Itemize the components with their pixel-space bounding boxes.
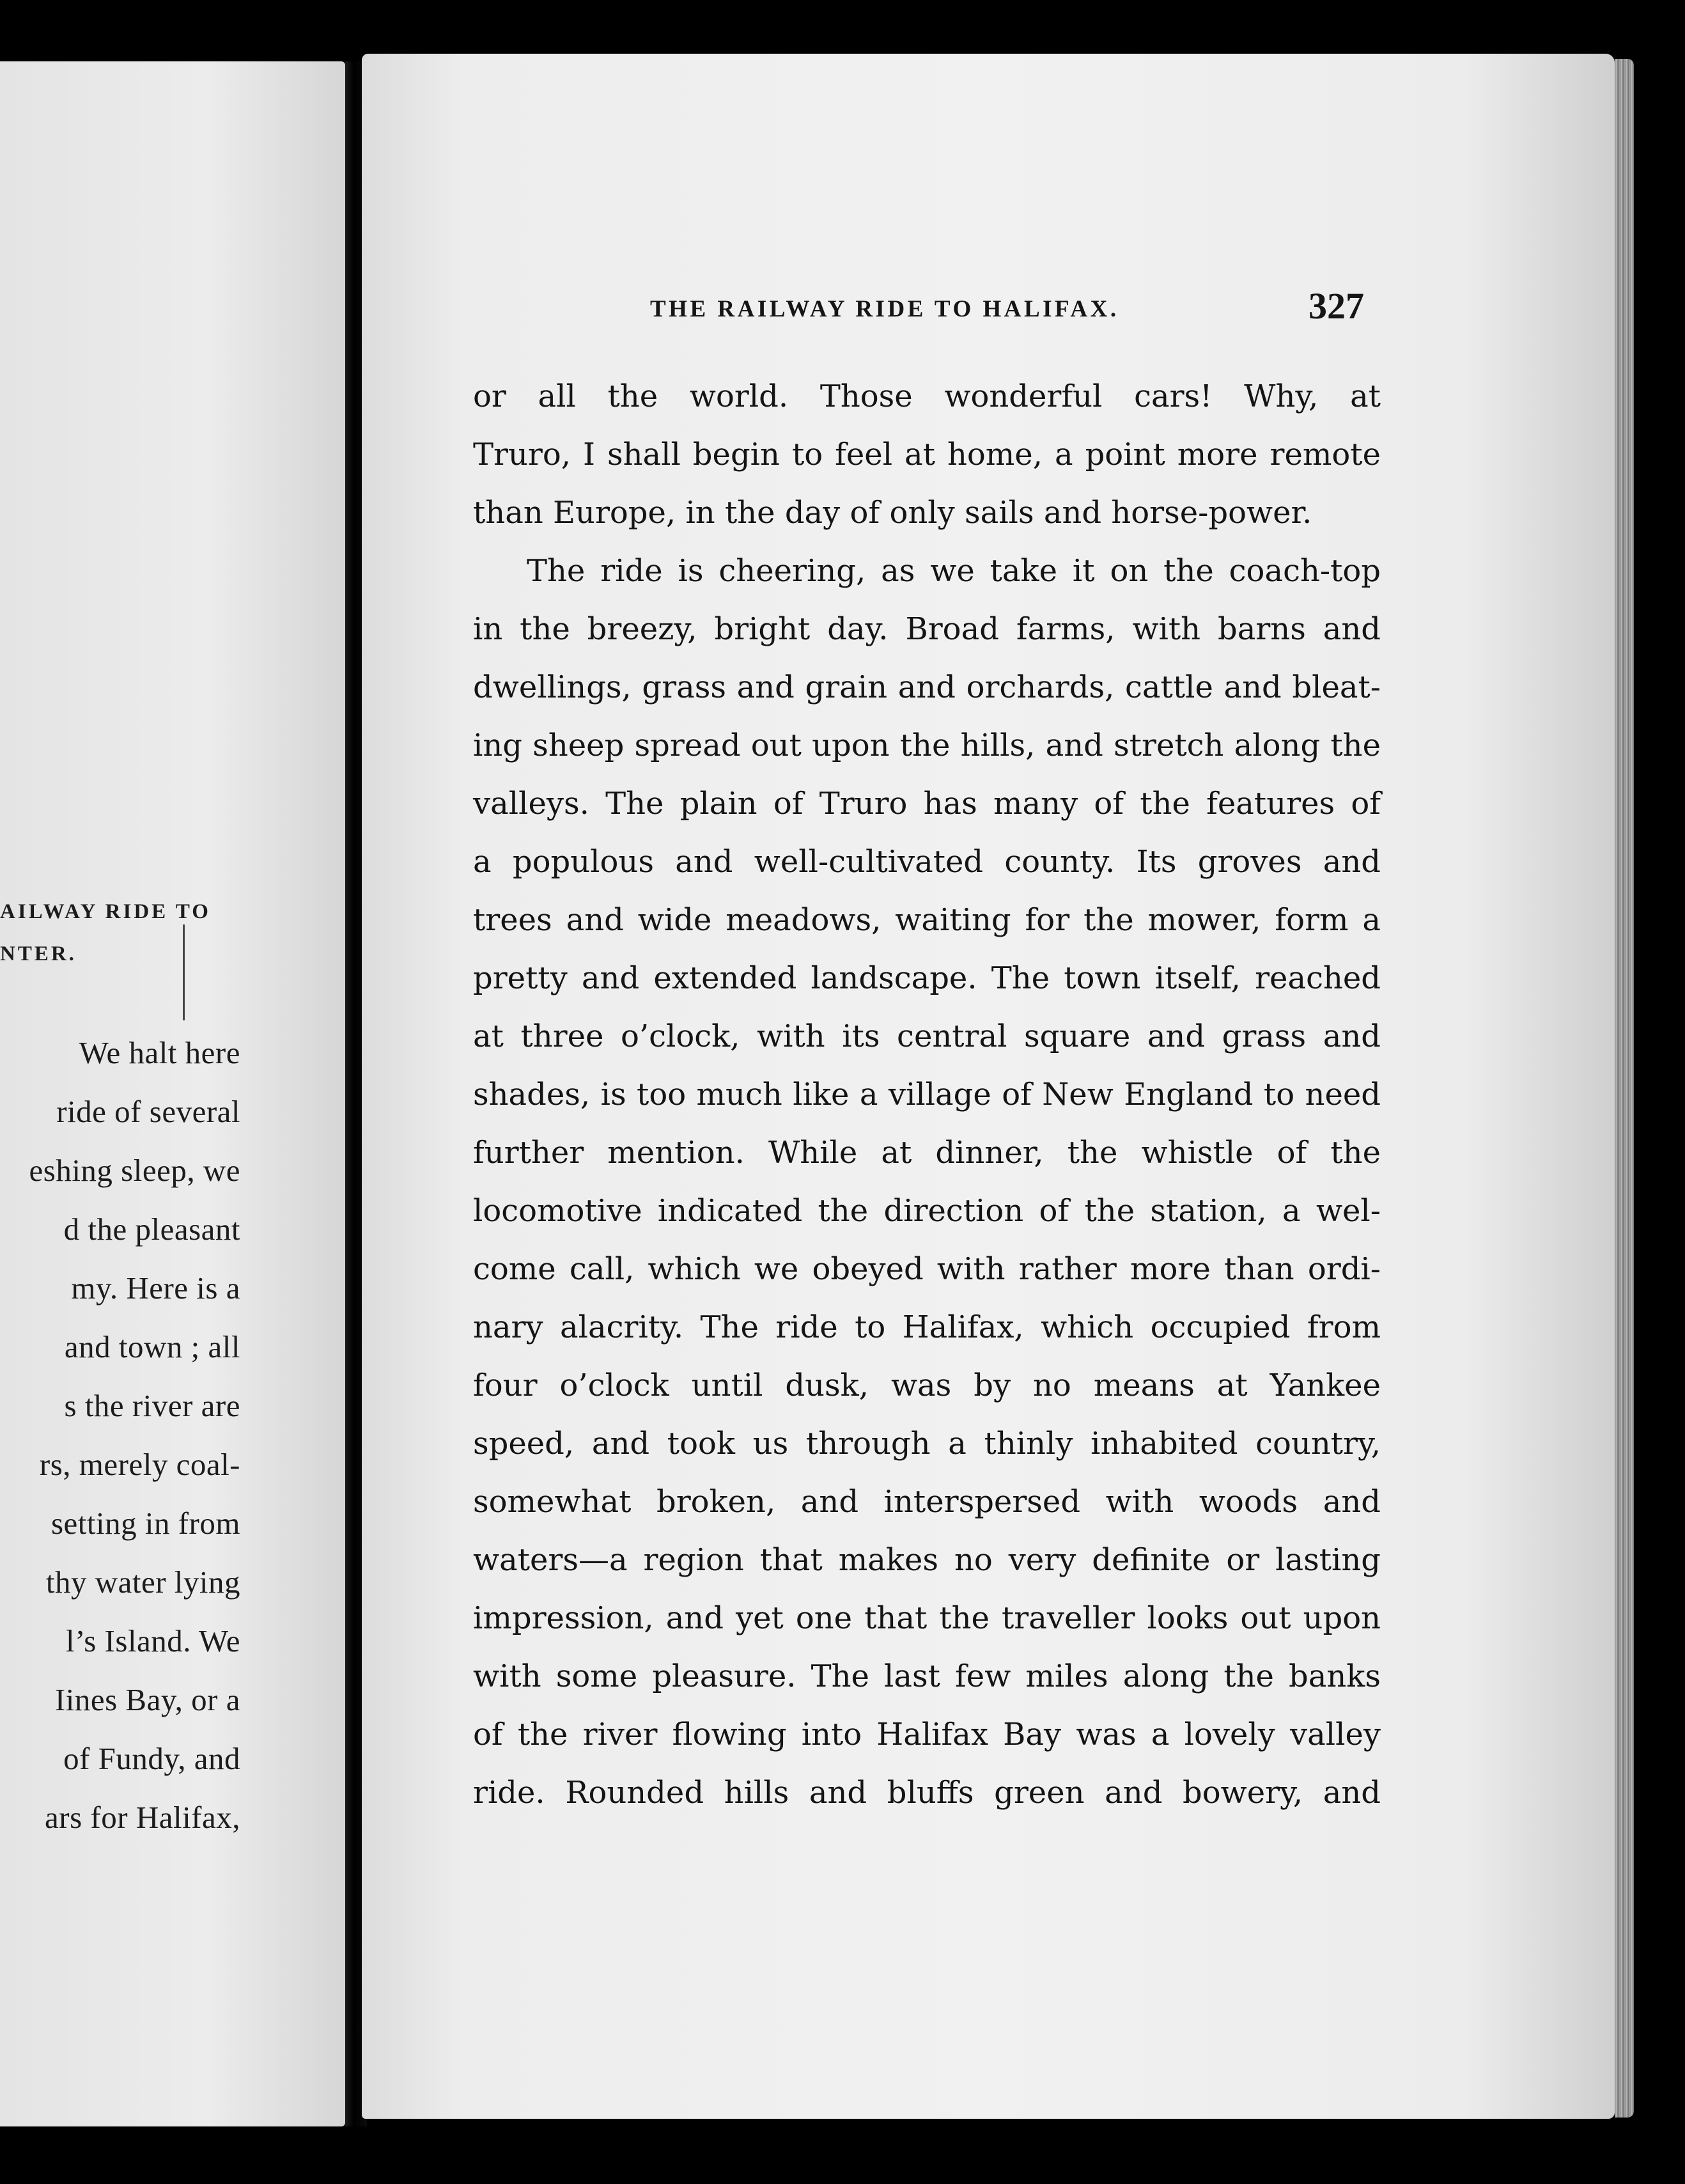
text-line: with some pleasure. The last few miles along the banks [473,1658,1381,1694]
text-line: a populous and well-cultivated county. Its groves and [473,844,1381,880]
left-text-line: thy water lying [45,1564,240,1600]
left-text-line: rs, merely coal- [39,1447,240,1482]
text-line: pretty and extended landscape. The town itself, reached [473,960,1381,996]
running-head: THE RAILWAY RIDE TO HALIFAX. [650,296,1119,322]
text-line: locomotive indicated the direction of the station, a wel- [473,1193,1381,1229]
left-text-line: and town ; all [64,1329,240,1364]
text-line: somewhat broken, and interspersed with woods and [473,1484,1381,1520]
left-running-heading-line: NTER. [0,942,77,965]
left-text-line: d the pleasant [63,1212,240,1247]
text-line: come call, which we obeyed with rather more than ordi- [473,1251,1381,1287]
text-line: of the river flowing into Halifax Bay was a lovely valley [473,1717,1381,1752]
left-text-line: my. Here is a [71,1270,240,1306]
text-line: further mention. While at dinner, the whistle of the [473,1135,1381,1171]
left-running-heading-line: AILWAY RIDE TO [0,900,211,923]
text-line: nary alacrity. The ride to Halifax, which occupied from [473,1309,1381,1345]
text-line: trees and wide meadows, waiting for the mower, form a [473,902,1381,938]
text-line: Truro, I shall begin to feel at home, a point more remote [473,437,1381,472]
text-line: dwellings, grass and grain and orchards, cattle and bleat- [473,669,1381,705]
left-text-line: ride of several [56,1094,240,1129]
text-line: ride. Rounded hills and bluffs green and bowery, and [473,1775,1381,1811]
margin-mark [183,924,185,1020]
page-edges [1615,59,1634,2118]
text-line: or all the world. Those wonderful cars! Why, at [473,378,1381,414]
text-line: at three o’clock, with its central square and grass and [473,1018,1381,1054]
left-text-line: ars for Halifax, [45,1800,240,1835]
text-line: impression, and yet one that the traveller looks out upon [473,1600,1381,1636]
left-text-line: We halt here [79,1035,240,1070]
left-text-line: of Fundy, and [63,1741,240,1776]
text-line: in the breezy, bright day. Broad farms, with barns and [473,611,1381,647]
text-line: shades, is too much like a village of New England to need [473,1077,1381,1112]
left-text-line: eshing sleep, we [29,1153,240,1188]
text-line: speed, and took us through a thinly inhabited country, [473,1426,1381,1462]
page-number: 327 [1308,285,1364,327]
text-line: waters—a region that makes no very definite or lasting [473,1542,1381,1578]
text-line: valleys. The plain of Truro has many of the features of [473,786,1381,822]
left-text-line: s the river are [64,1388,240,1423]
text-line: four o’clock until dusk, was by no means at Yankee [473,1368,1381,1403]
left-text-line: setting in from [50,1506,240,1541]
left-page [0,61,345,2126]
text-line: than Europe, in the day of only sails and horse-power. [473,495,1312,531]
text-line: ing sheep spread out upon the hills, and stretch along the [473,728,1381,763]
left-text-line: Iines Bay, or a [54,1682,240,1717]
left-text-line: l’s Island. We [66,1623,240,1658]
text-line: The ride is cheering, as we take it on the coach-top [527,553,1381,589]
